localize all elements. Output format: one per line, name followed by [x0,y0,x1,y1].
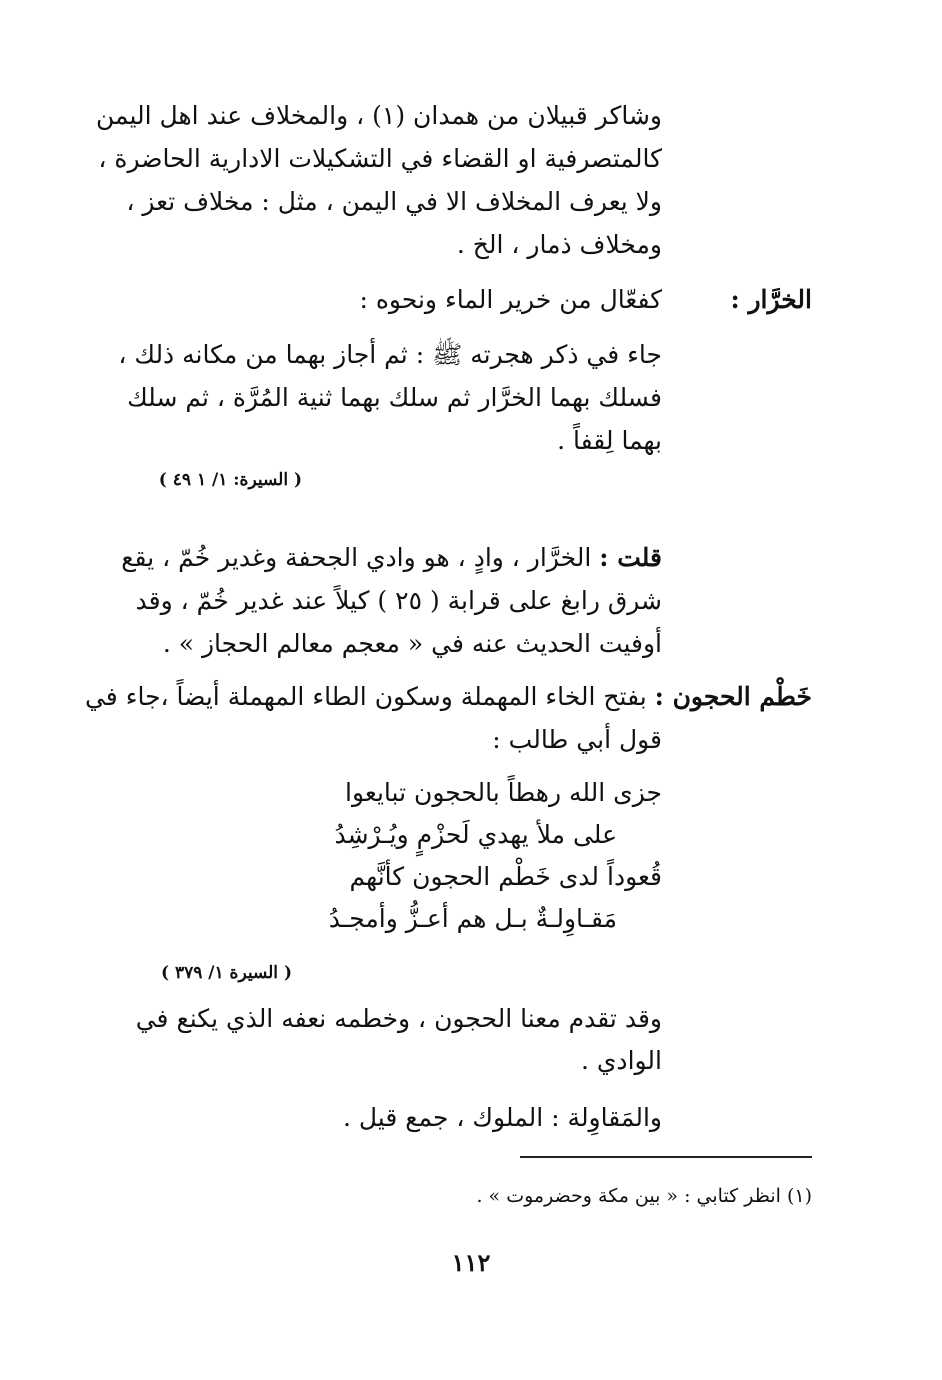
note-label: قلت : [599,543,662,572]
entry-first-line [85,680,812,714]
footnote-separator [520,1156,812,1158]
quote-line: جاء في ذكر هجرته ﷺ : ثم أجاز بهما من مكانه ذلك ، [118,340,662,369]
entry-headword-kharrar: الخرَّار : [730,285,812,314]
entry-definition: بفتح الخاء المهملة وسكون الطاء المهملة أيضاً ،جاء في [84,682,647,711]
entry-definition: كفعّال من خرير الماء ونحوه : [359,285,662,314]
citation: ( السيرة ١/ ٣٧٩ ) [160,963,292,983]
text-line: وشاكر قبيلان من همدان (١) ، والمخلاف عند اهل اليمن [96,101,662,130]
note-line [102,541,662,575]
poem-line: مَقـاوِلـةٌ بـل هم أعـزُّ وأمجـدُ [328,904,617,933]
entry-definition: قول أبي طالب : [492,725,662,754]
note-line: أوفيت الحديث عنه في « معجم معالم الحجاز » . [162,629,662,658]
footnote: (١) انظر كتابي : « بين مكة وحضرموت » . [476,1185,812,1207]
note-line: شرق رابغ على قرابة ( ٢٥ ) كيلاً عند غدير خُمّ ، وقد [135,586,662,615]
quote-line: فسلك بهما الخرَّار ثم سلك بهما ثنية المُرَّة ، ثم سلك [127,383,662,412]
text-line: ومخلاف ذمار ، الخ . [456,230,662,259]
text-line: كالمتصرفية او القضاء في التشكيلات الادارية الحاضرة ، [98,144,662,173]
note-text: الخرَّار ، وادٍ ، هو وادي الجحفة وغدير خُمّ ، يقع [121,543,592,572]
text-line: والمَقاوِلة : الملوك ، جمع قيل . [342,1103,662,1132]
quote-line: بهما لِقفاً . [557,426,662,455]
entry-headword-khatm: خَطْم الحجون : [654,682,812,711]
text-line: الوادي . [580,1046,662,1075]
page-number: ١١٢ [451,1248,491,1277]
text-line: ولا يعرف المخلاف الا في اليمن ، مثل : مخلاف تعز ، [126,187,662,216]
text-line: وقد تقدم معنا الحجون ، وخطمه نعفه الذي يكنع في [135,1004,662,1033]
citation: ( السيرة: ١/ ١ ٤٩ ) [158,470,302,490]
poem-line: على ملأ يهدي لَحزْمٍ ويُـرْشِدُ [334,820,617,849]
poem-line: جزى الله رهطاً بالحجون تبايعوا [345,778,662,807]
poem-line: قُعوداً لدى خَطْم الحجون كأنَّهم [349,862,662,891]
